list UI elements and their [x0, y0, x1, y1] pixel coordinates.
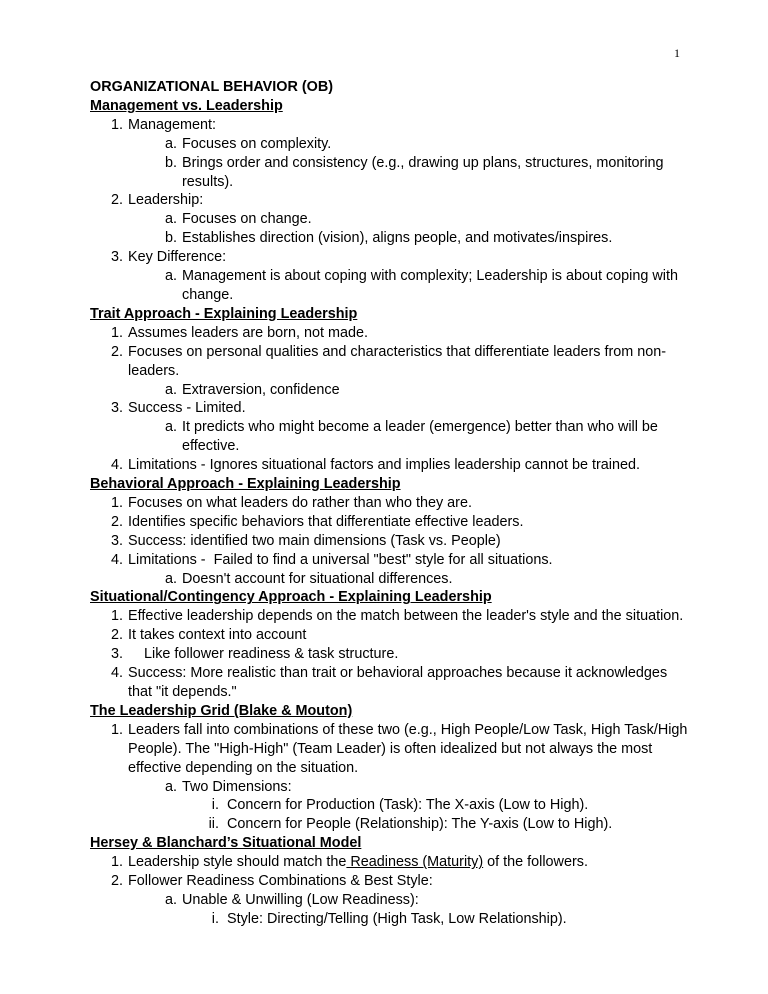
- document-title: ORGANIZATIONAL BEHAVIOR (OB): [90, 79, 334, 95]
- list-item: 1. Assumes leaders are born, not made.: [110, 324, 368, 341]
- list-item: 2. Identifies specific behaviors that differentiate effective leaders.: [110, 513, 524, 530]
- list-item: a. Two Dimensions:: [164, 778, 292, 795]
- list-item: i. Style: Directing/Telling (High Task, Low Relationship).: [211, 910, 567, 927]
- list-item: 1. Leaders fall into combinations of these two (e.g., High People/Low Task, High Task/High People). The "High-High" (Team Leader) is often idealized but not always the most effective depending on the situation.: [110, 721, 688, 776]
- section-heading: Management vs. Leadership: [90, 97, 283, 114]
- list-item: a. It predicts who might become a leader (emergence) better than who will be effective.: [164, 419, 658, 455]
- list-item: a. Doesn't account for situational differences.: [164, 570, 453, 587]
- list-item: 2. Follower Readiness Combinations & Best Style:: [110, 873, 433, 890]
- list-item: 2. Leadership:: [110, 192, 204, 209]
- list-item: 4. Success: More realistic than trait or behavioral approaches because it acknowledges that "it depends.": [110, 665, 668, 700]
- list-item: 1. Management:: [110, 116, 216, 133]
- list-item: b. Establishes direction (vision), aligns people, and motivates/inspires.: [164, 230, 613, 247]
- section-heading: Hersey & Blanchard’s Situational Model: [90, 835, 362, 852]
- list-item: 3. Success: identified two main dimensions (Task vs. People): [110, 532, 501, 549]
- underlined-term: Readiness (Maturity): [346, 854, 484, 871]
- section-heading: The Leadership Grid (Blake & Mouton): [90, 702, 353, 719]
- list-item: 3. Key Difference:: [110, 249, 227, 266]
- list-item: a. Unable & Unwilling (Low Readiness):: [164, 891, 419, 908]
- page-number: 1: [674, 46, 680, 60]
- list-item: 3. Like follower readiness & task structure.: [110, 646, 399, 663]
- list-item: b. Brings order and consistency (e.g., drawing up plans, structures, monitoring results).: [164, 154, 664, 190]
- document-body: [90, 78, 690, 929]
- list-item: 4. Limitations - Ignores situational factors and implies leadership cannot be trained.: [110, 457, 640, 474]
- list-item: a. Focuses on change.: [164, 211, 312, 228]
- list-item: i. Concern for Production (Task): The X-axis (Low to High).: [211, 797, 589, 814]
- list-item: 1. Effective leadership depends on the match between the leader's style and the situation.: [110, 608, 684, 625]
- list-item: a. Extraversion, confidence: [164, 381, 340, 398]
- list-item: 2. It takes context into account: [110, 627, 307, 644]
- list-item: 1. Leadership style should match the Readiness (Maturity) of the followers.: [110, 854, 588, 871]
- section-heading: Situational/Contingency Approach - Explaining Leadership: [90, 589, 492, 606]
- list-item: 4. Limitations - Failed to find a universal "best" style for all situations.: [110, 551, 553, 568]
- list-item: a. Focuses on complexity.: [164, 135, 332, 152]
- list-item: ii. Concern for People (Relationship): The Y-axis (Low to High).: [208, 816, 613, 833]
- list-item: 2. Focuses on personal qualities and characteristics that differentiate leaders from non- leaders.: [110, 343, 667, 379]
- list-item: 3. Success - Limited.: [110, 400, 246, 417]
- section-heading: Behavioral Approach - Explaining Leadership: [90, 476, 401, 493]
- list-item: 1. Focuses on what leaders do rather than who they are.: [110, 494, 472, 511]
- list-item: a. Management is about coping with complexity; Leadership is about coping with change.: [164, 268, 678, 303]
- section-heading: Trait Approach - Explaining Leadership: [90, 305, 358, 322]
